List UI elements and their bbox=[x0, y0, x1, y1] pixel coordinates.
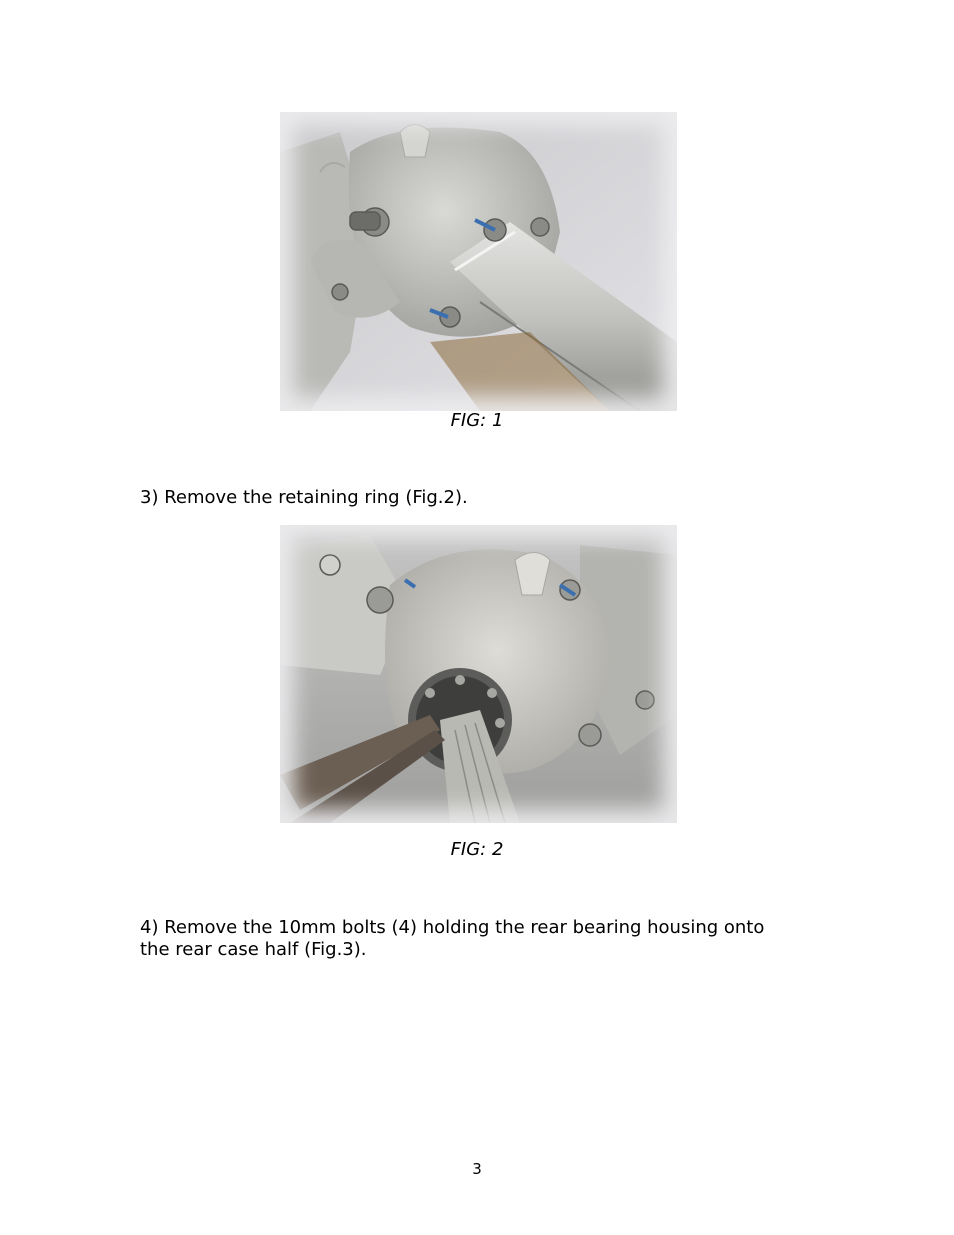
step-4-line-2: the rear case half (Fig.3). bbox=[140, 939, 367, 960]
page-number: 3 bbox=[472, 1160, 482, 1178]
figure-2-photo bbox=[280, 525, 677, 823]
figure-2-caption: FIG: 2 bbox=[450, 839, 504, 860]
figure-1-caption: FIG: 1 bbox=[450, 410, 504, 431]
step-4-text bbox=[140, 917, 840, 961]
retaining-ring-removal-image bbox=[280, 525, 677, 823]
figure-1-photo bbox=[280, 112, 677, 411]
step-3-text: 3) Remove the retaining ring (Fig.2). bbox=[140, 487, 468, 508]
step-4-line-1: 4) Remove the 10mm bolts (4) holding the rear bearing housing onto bbox=[140, 917, 765, 938]
gearbox-housing-image bbox=[280, 112, 677, 411]
